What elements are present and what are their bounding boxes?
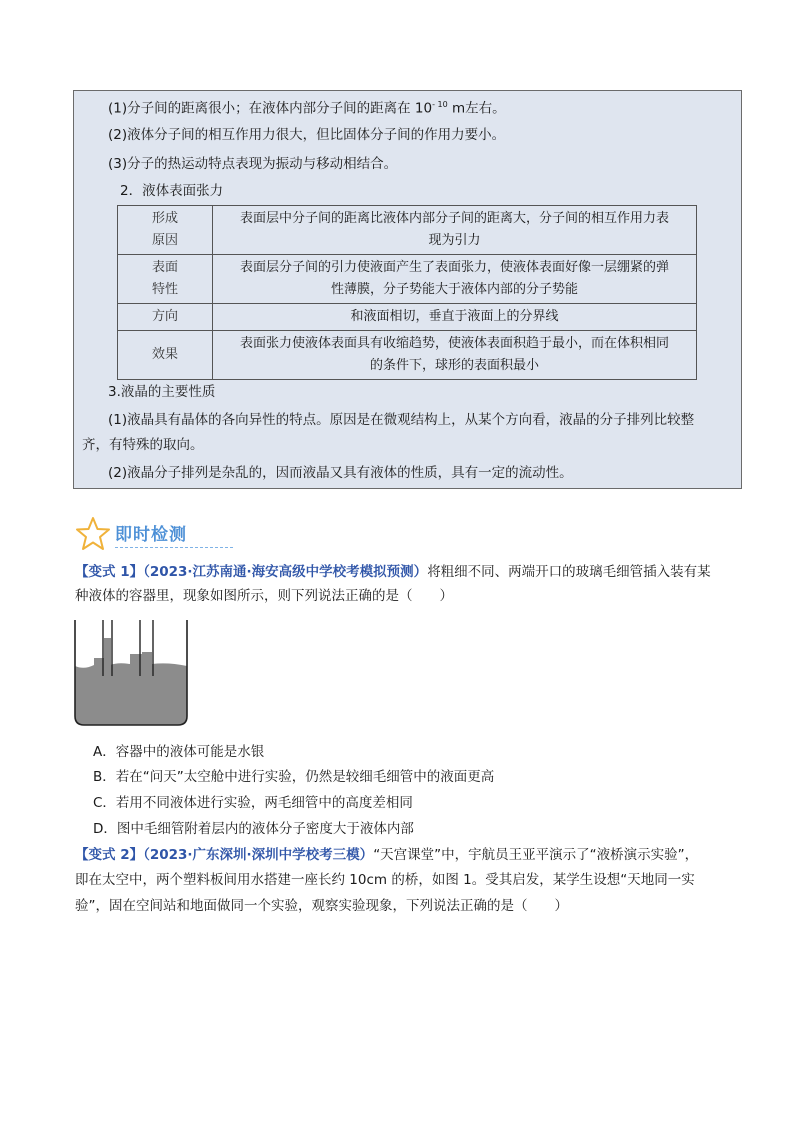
container-liquid (75, 654, 187, 725)
question2-stem-line1: 【变式 2】（2023·广东深圳·深圳中学校考三模）“天宫课堂”中，宇航员王亚平演示了“液桥演示实验”， (75, 847, 699, 863)
table-row: 表面 特性 表面层分子间的引力使液面产生了表面张力，使液体表面好像一层绷紧的弹 性薄膜，分子势能大于液体内部的分子势能 (118, 255, 697, 304)
question2-stem-line3: 验”，固在空间站和地面做同一个实验，观察实验现象，下列说法正确的是（ ） (75, 898, 568, 914)
question1-stem-line1: 【变式 1】（2023·江苏南通·海安高级中学校考模拟预测）将粗细不同、两端开口的玻璃毛细管插入装有某 (75, 564, 711, 580)
liquid-crystal-item-2: (2)液晶分子排列是杂乱的，因而液晶又具有液体的性质，具有一定的流动性。 (108, 465, 573, 481)
question1-source: （2023·江苏南通·海安高级中学校考模拟预测） (143, 564, 428, 580)
question1-option-a: A．容器中的液体可能是水银 (93, 744, 265, 760)
question2-tag: 【变式 2】 (75, 847, 144, 863)
surface-tension-table (117, 205, 697, 380)
question1-option-c: C．若用不同液体进行实验，两毛细管中的高度差相同 (93, 795, 413, 811)
question1-stem-line2: 种液体的容器里，现象如图所示，则下列说法正确的是（ ） (75, 588, 453, 604)
section-title: 即时检测 (115, 525, 187, 545)
section-underline (115, 547, 233, 548)
liquid-prop-2: (2)液体分子间的相互作用力很大，但比固体分子间的作用力要小。 (108, 127, 506, 143)
thin-tube-liquid (104, 638, 111, 670)
table-row: 方向 和液面相切，垂直于液面上的分界线 (118, 304, 697, 331)
question1-option-d: D．图中毛细管附着层内的液体分子密度大于液体内部 (93, 821, 414, 837)
liquid-prop-1: (1)分子间的距离很小；在液体内部分子间的距离在 $10^{- 10}$ m左右。 (108, 100, 506, 117)
capillary-figure (72, 618, 190, 728)
surface-tension-heading: 2．液体表面张力 (120, 183, 224, 199)
question1-tag: 【变式 1】 (75, 564, 144, 580)
table-row: 形成 原因 表面层中分子间的距离比液体内部分子间的距离大，分子间的相互作用力表 现为引力 (118, 206, 697, 255)
star-icon (75, 516, 111, 552)
section-heading (75, 514, 205, 554)
question2-source: （2023·广东深圳·深圳中学校考三模） (143, 847, 374, 863)
liquid-prop-3: (3)分子的热运动特点表现为振动与移动相结合。 (108, 156, 398, 172)
thick-tube-liquid (142, 652, 152, 670)
question2-stem-line2: 即在太空中，两个塑料板间用水搭建一座长约 10cm 的桥，如图 1。受其启发，某学生设想“天地同一实 (75, 872, 695, 888)
table-row: 效果 表面张力使液体表面具有收缩趋势，使液体表面积趋于最小，而在体积相同 的条件下，球形的表面积最小 (118, 331, 697, 380)
question1-option-b: B．若在“问天”太空舱中进行实验，仍然是较细毛细管中的液面更高 (93, 769, 495, 785)
liquid-crystal-item-1a: (1)液晶具有晶体的各向异性的特点。原因是在微观结构上，从某个方向看，液晶的分子排列比较整 (108, 412, 695, 428)
liquid-crystal-item-1b: 齐，有特殊的取向。 (82, 437, 204, 453)
liquid-crystal-heading: 3.液晶的主要性质 (108, 384, 216, 400)
